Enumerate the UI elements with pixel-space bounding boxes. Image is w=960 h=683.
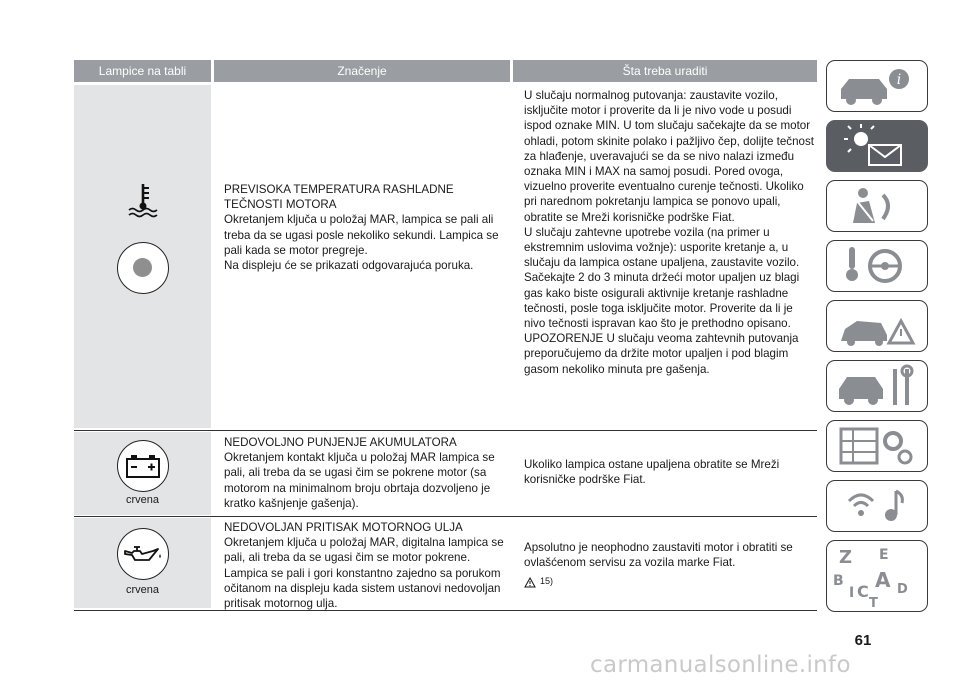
row3-meaning bbox=[224, 520, 510, 611]
reference-number: 15) bbox=[540, 576, 554, 587]
row1-action bbox=[524, 88, 816, 377]
tab-starting-driving[interactable] bbox=[826, 240, 928, 292]
technical-data-icon bbox=[827, 421, 927, 471]
tab-maintenance[interactable] bbox=[826, 360, 928, 412]
tab-technical-data[interactable] bbox=[826, 420, 928, 472]
header-lamps: Lampice na tabli bbox=[74, 60, 211, 82]
lamp-color-label: crvena bbox=[125, 584, 160, 596]
svg-text:I: I bbox=[849, 585, 855, 601]
coolant-temperature-icon bbox=[123, 180, 163, 220]
warning-reference bbox=[524, 574, 816, 589]
tab-car-info[interactable] bbox=[826, 60, 928, 112]
warning-lights-message-icon bbox=[827, 121, 927, 171]
key-steering-wheel-icon bbox=[827, 241, 927, 291]
svg-text:D: D bbox=[897, 582, 908, 597]
action-text: Apsolutno je neophodno zaustaviti motor i obratiti se ovlašćenom servisu za vozila marke Fiat. bbox=[524, 541, 793, 570]
row2-meaning bbox=[224, 435, 510, 511]
lamp-gray bbox=[117, 242, 169, 294]
meaning-title: PREVISOKA TEMPERATURA RASHLADNE TEČNOSTI MOTORA bbox=[224, 183, 454, 212]
row2-action bbox=[524, 457, 816, 487]
lamp-color-label: crvena bbox=[125, 494, 160, 506]
row-divider bbox=[74, 516, 817, 517]
oil-pressure-icon bbox=[123, 542, 163, 566]
row-divider bbox=[74, 610, 817, 611]
tab-index[interactable] bbox=[826, 540, 928, 612]
svg-text:T: T bbox=[869, 596, 878, 611]
action-text: UPOZORENJE U slučaju veoma zahtevnih putovanja preporučujemo da držite motor upaljen i pod blagim gasom nekoliko minuta pre gašenja. bbox=[524, 332, 799, 376]
seat-belt-airbag-icon bbox=[827, 181, 927, 231]
lamp-red bbox=[117, 440, 169, 492]
multimedia-icon bbox=[827, 481, 927, 531]
row-divider bbox=[74, 430, 817, 431]
tab-multimedia[interactable] bbox=[826, 480, 928, 532]
warning-triangle-icon bbox=[524, 577, 536, 588]
page-number: 61 bbox=[854, 632, 872, 649]
watermark: carmanualsonline.info bbox=[590, 652, 851, 678]
svg-text:B: B bbox=[833, 573, 844, 589]
svg-text:A: A bbox=[875, 568, 891, 592]
svg-text:C: C bbox=[857, 582, 869, 601]
meaning-text: Okretanjem ključa u položaj MAR, lampica se pali ali treba da se ugasi posle nekoliko sekundi. Lampica se pali kada se motor pregreje. bbox=[224, 213, 499, 257]
row2-icon-cell bbox=[74, 432, 211, 515]
meaning-title: NEDOVOLJNO PUNJENJE AKUMULATORA bbox=[224, 436, 457, 449]
header-meaning: Značenje bbox=[214, 60, 510, 82]
svg-text:i: i bbox=[896, 72, 902, 88]
car-info-icon bbox=[827, 61, 927, 111]
car-accident-icon bbox=[827, 301, 927, 351]
meaning-title: NEDOVOLJAN PRITISAK MOTORNOG ULJA bbox=[224, 521, 463, 534]
action-text: Ukoliko lampica ostane upaljena obratite se Mreži korisničke podrške Fiat. bbox=[524, 458, 780, 487]
action-text: U slučaju zahtevne upotrebe vozila (na primer u ekstremnim uslovima vožnje): usporite kretanje a, u slučaju da lampica ostane upaljena, zaustavite vozilo. Sačekajte 2 do 3 minuta držeći motor upaljen uz blagi gas kako biste osigurali aktivnije kretanje rashladne tečnosti, posle toga isključite motor. Proverite da li je nivo tečnosti ispravan kao što je prethodno opisano. bbox=[524, 225, 800, 331]
alphabetical-index-icon bbox=[827, 541, 927, 611]
tab-emergency[interactable] bbox=[826, 300, 928, 352]
svg-text:Z: Z bbox=[839, 547, 853, 568]
action-text: U slučaju normalnog putovanja: zaustavite vozilo, isključite motor i proverite da li je nivo vode u posudi ispod oznake MIN. U tom slučaju sačekajte da se motor ohladi, potom skinite polako i pažljivo čep, dolijte tečnost za hlađenje, uveravajući se da se nivo nalazi između oznaka MIN i MAX na samoj posudi. Pored ovoga, vizuelno proverite eventualno curenje tečnosti. Ukoliko pri narednom pokretanju lampica se ponovo upali, obratite se Mreži korisničke podrške Fiat. bbox=[524, 89, 815, 224]
row3-action bbox=[524, 540, 816, 590]
row3-icon-cell bbox=[74, 518, 211, 608]
tab-safety[interactable] bbox=[826, 180, 928, 232]
row1-icon-cell bbox=[74, 85, 211, 428]
svg-text:E: E bbox=[879, 547, 889, 563]
car-maintenance-icon bbox=[827, 361, 927, 411]
battery-icon bbox=[125, 453, 161, 479]
meaning-text: Okretanjem ključa u položaj MAR, digitalna lampica se pali, ali treba da se ugasi čim se motor pokrene. Lampica se pali i gori konstantno zajedno sa porukom očitanom na displeju kada sistem ustanovi nedovoljan pritisak motornog ulja. bbox=[224, 536, 504, 611]
meaning-text: Okretanjem kontakt ključa u položaj MAR lampica se pali, ali treba da se ugasi čim se pokrene motor (sa motorom na minimalnom broju obrtaja dozvoljeno je kratko kašnjenje gašenja). bbox=[224, 451, 495, 510]
meaning-text: Na displeju će se prikazati odgovarajuća poruka. bbox=[224, 259, 474, 273]
tab-warning-lights[interactable] bbox=[826, 120, 928, 172]
header-action: Šta treba uraditi bbox=[513, 60, 817, 82]
row1-meaning bbox=[224, 182, 510, 273]
lamp-red bbox=[117, 528, 169, 580]
